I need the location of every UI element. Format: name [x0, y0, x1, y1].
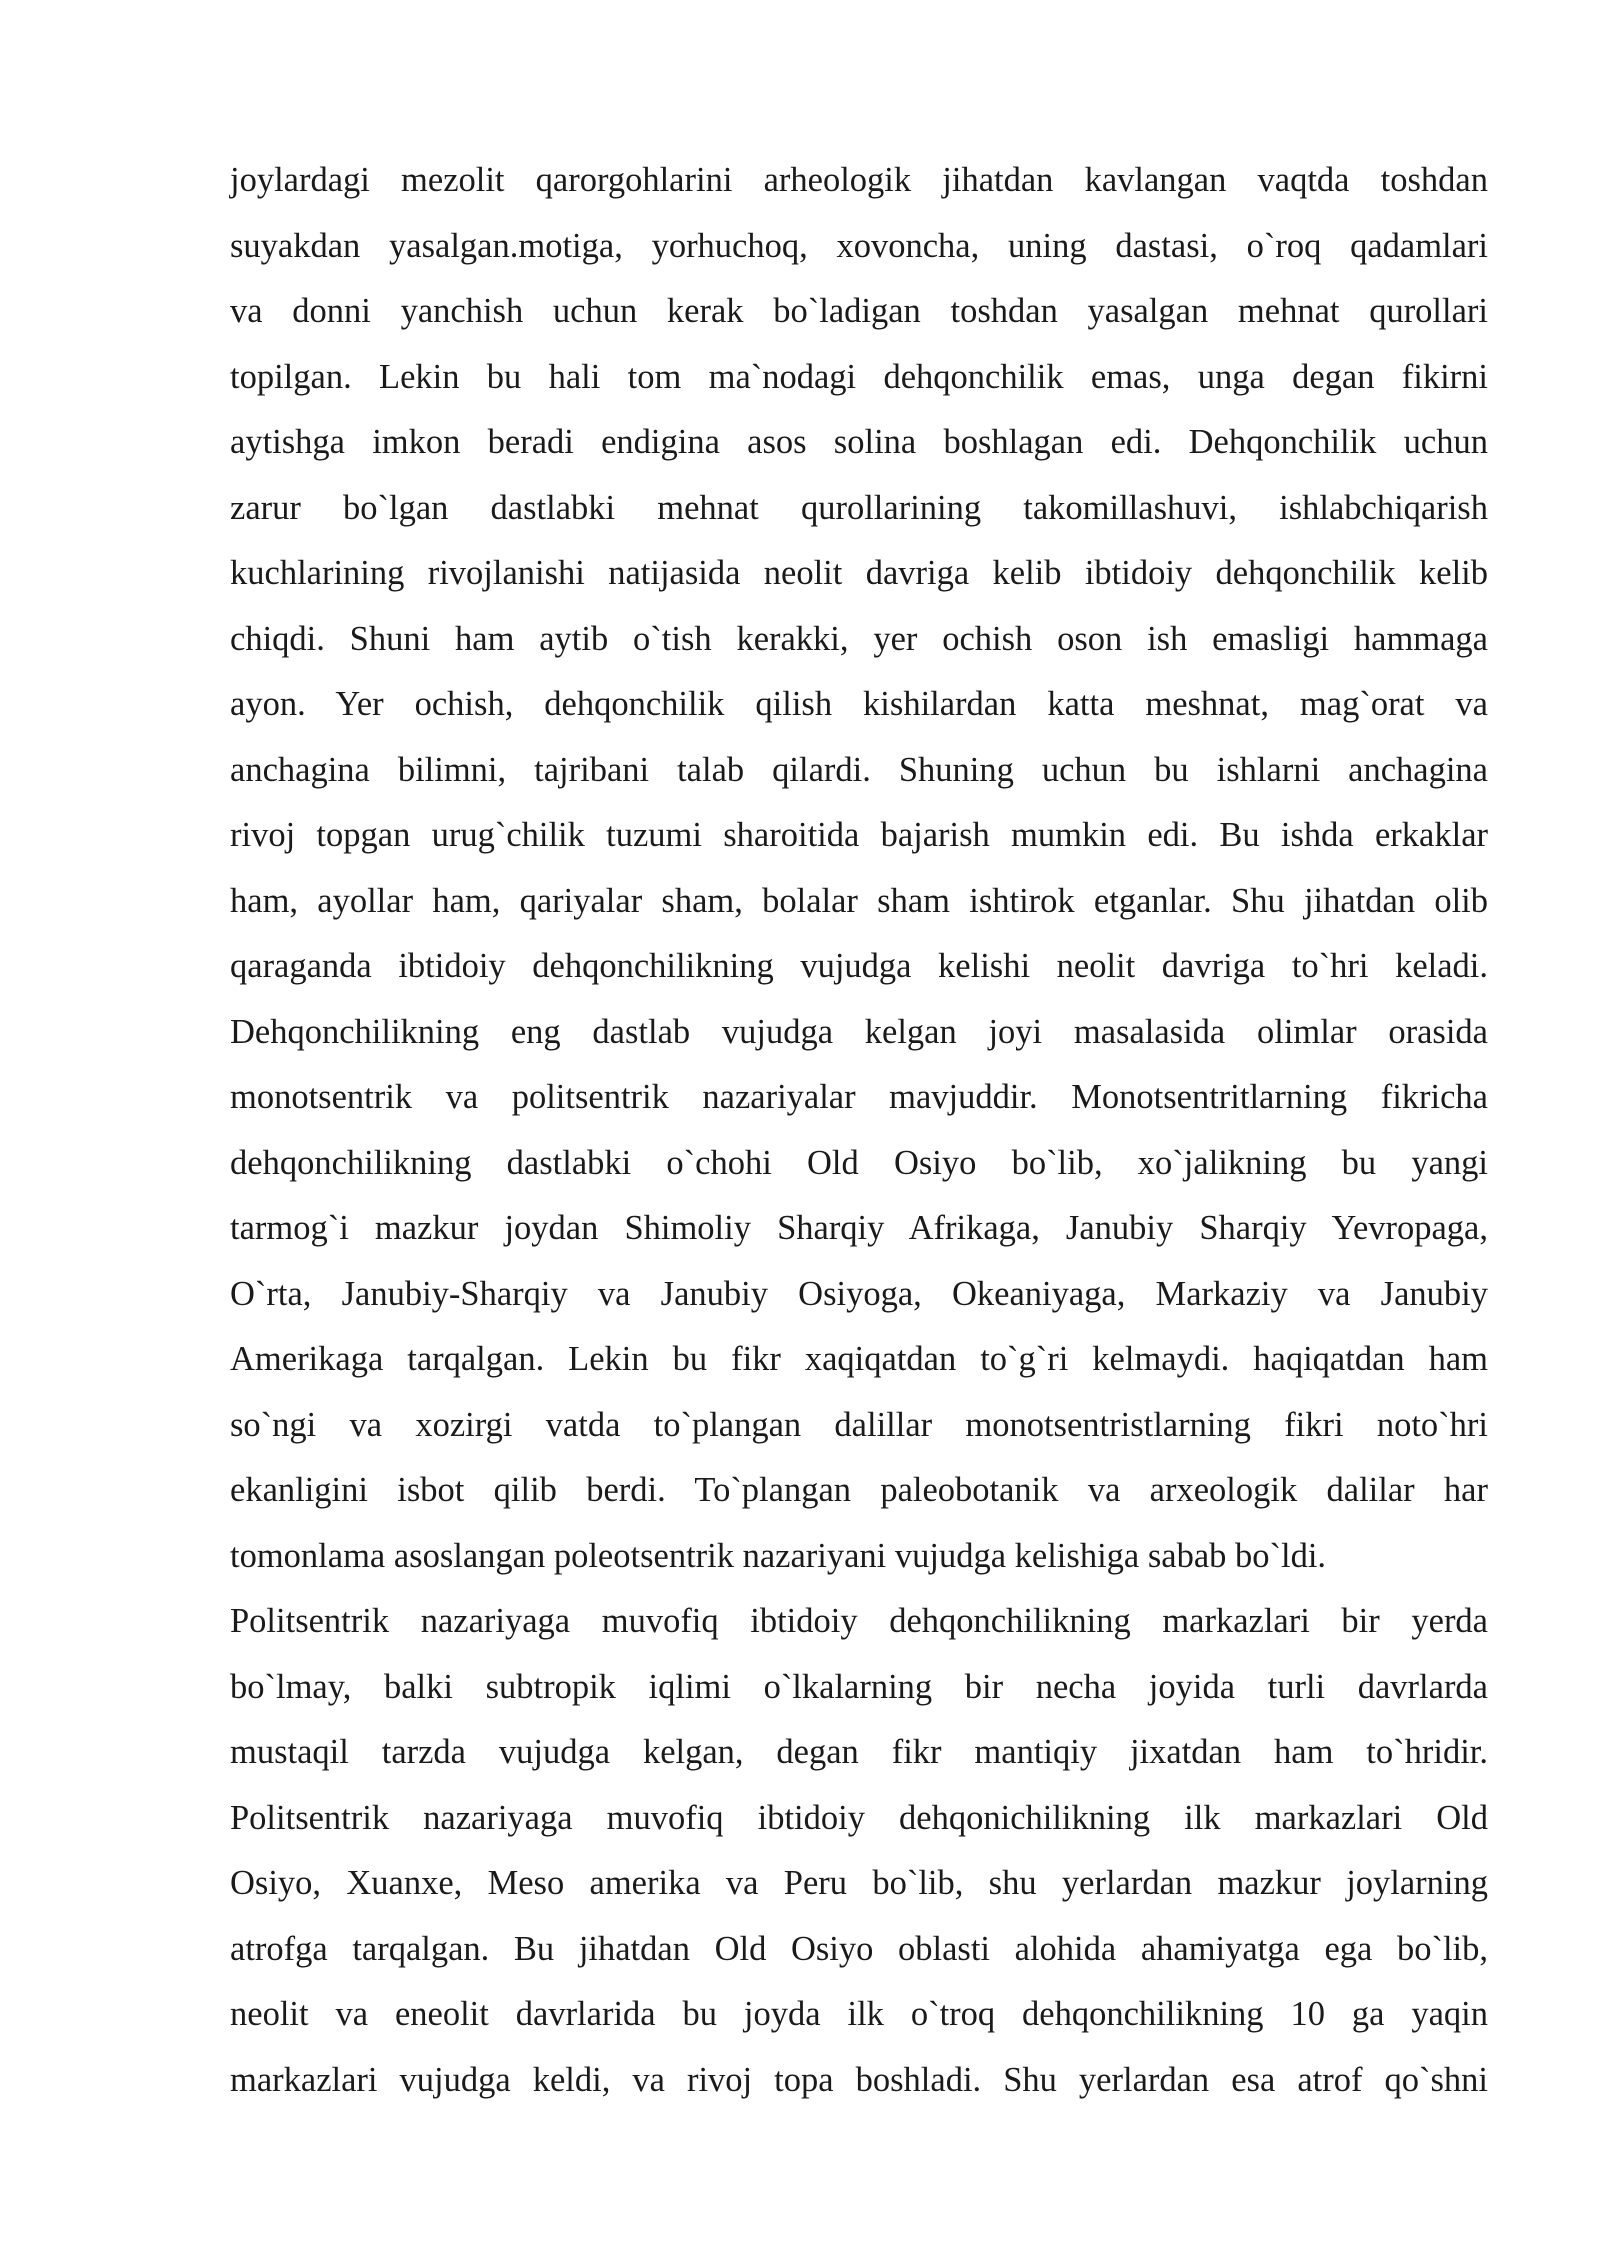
text-line: dehqonchilikning dastlabki o`chohi Old Osiyo bo`lib, xo`jalikning bu yangi	[230, 1143, 1488, 1182]
text-line: O`rta, Janubiy-Sharqiy va Janubiy Osiyoga, Okeaniyaga, Markaziy va Janubiy	[230, 1274, 1488, 1313]
text-line: joylardagi mezolit qarorgohlarini arheologik jihatdan kavlangan vaqtda toshdan	[230, 161, 1488, 199]
text-line: bo`lmay, balki subtropik iqlimi o`lkalarning bir necha joyida turli davrlarda	[230, 1667, 1488, 1706]
text-line: tarmog`i mazkur joydan Shimoliy Sharqiy Afrikaga, Janubiy Sharqiy Yevropaga,	[230, 1209, 1488, 1247]
text-line: mustaqil tarzda vujudga kelgan, degan fikr mantiqiy jixatdan ham to`hridir.	[230, 1733, 1488, 1771]
text-line: ayon. Yer ochish, dehqonchilik qilish kishilardan katta meshnat, mag`orat va	[230, 685, 1488, 723]
text-line: rivoj topgan urug`chilik tuzumi sharoitida bajarish mumkin edi. Bu ishda erkaklar	[230, 816, 1488, 854]
text-line: Politsentrik nazariyaga muvofiq ibtidoiy dehqonchilikning markazlari bir yerda	[230, 1602, 1488, 1640]
text-line: va donni yanchish uchun kerak bo`ladigan toshdan yasalgan mehnat qurollari	[230, 292, 1488, 330]
text-line: suyakdan yasalgan.motiga, yorhuchoq, xovoncha, uning dastasi, o`roq qadamlari	[230, 226, 1488, 265]
text-line: monotsentrik va politsentrik nazariyalar mavjuddir. Monotsentritlarning fikricha	[230, 1078, 1488, 1116]
text-line: atrofga tarqalgan. Bu jihatdan Old Osiyo oblasti alohida ahamiyatga ega bo`lib,	[230, 1929, 1488, 1968]
text-line: zarur bo`lgan dastlabki mehnat qurollarining takomillashuvi, ishlabchiqarish	[230, 488, 1488, 527]
text-line: so`ngi va xozirgi vatda to`plangan dalillar monotsentristlarning fikri noto`hri	[230, 1405, 1488, 1444]
text-line: Politsentrik nazariyaga muvofiq ibtidoiy dehqonichilikning ilk markazlari Old	[230, 1798, 1488, 1837]
text-line: ekanligini isbot qilib berdi. To`plangan paleobotanik va arxeologik dalilar har	[230, 1471, 1488, 1509]
text-line: neolit va eneolit davrlarida bu joyda ilk o`troq dehqonchilikning 10 ga yaqin	[230, 1995, 1488, 2033]
text-line: Osiyo, Xuanxe, Meso amerika va Peru bo`lib, shu yerlardan mazkur joylarning	[230, 1864, 1488, 1902]
text-line: markazlari vujudga keldi, va rivoj topa boshladi. Shu yerlardan esa atrof qo`shni	[230, 2060, 1488, 2099]
text-line: Amerikaga tarqalgan. Lekin bu fikr xaqiqatdan to`g`ri kelmaydi. haqiqatdan ham	[230, 1340, 1488, 1378]
text-line: kuchlarining rivojlanishi natijasida neolit davriga kelib ibtidoiy dehqonchilik kelib	[230, 554, 1488, 592]
text-line: ham, ayollar ham, qariyalar sham, bolalar sham ishtirok etganlar. Shu jihatdan olib	[230, 881, 1488, 920]
text-line: anchagina bilimni, tajribani talab qilardi. Shuning uchun bu ishlarni anchagina	[230, 750, 1488, 789]
text-line: topilgan. Lekin bu hali tom ma`nodagi dehqonchilik emas, unga degan fikirni	[230, 357, 1488, 396]
text-line: tomonlama asoslangan poleotsentrik nazariyani vujudga kelishiga sabab bo`ldi.	[230, 1536, 1327, 1575]
text-line: Dehqonchilikning eng dastlab vujudga kelgan joyi masalasida olimlar orasida	[230, 1012, 1488, 1051]
text-line: aytishga imkon beradi endigina asos solina boshlagan edi. Dehqonchilik uchun	[230, 423, 1488, 461]
body-text	[230, 148, 1488, 2113]
text-line: qaraganda ibtidoiy dehqonchilikning vujudga kelishi neolit davriga to`hri keladi.	[230, 947, 1488, 985]
text-line: chiqdi. Shuni ham aytib o`tish kerakki, yer ochish oson ish emasligi hammaga	[230, 619, 1488, 658]
